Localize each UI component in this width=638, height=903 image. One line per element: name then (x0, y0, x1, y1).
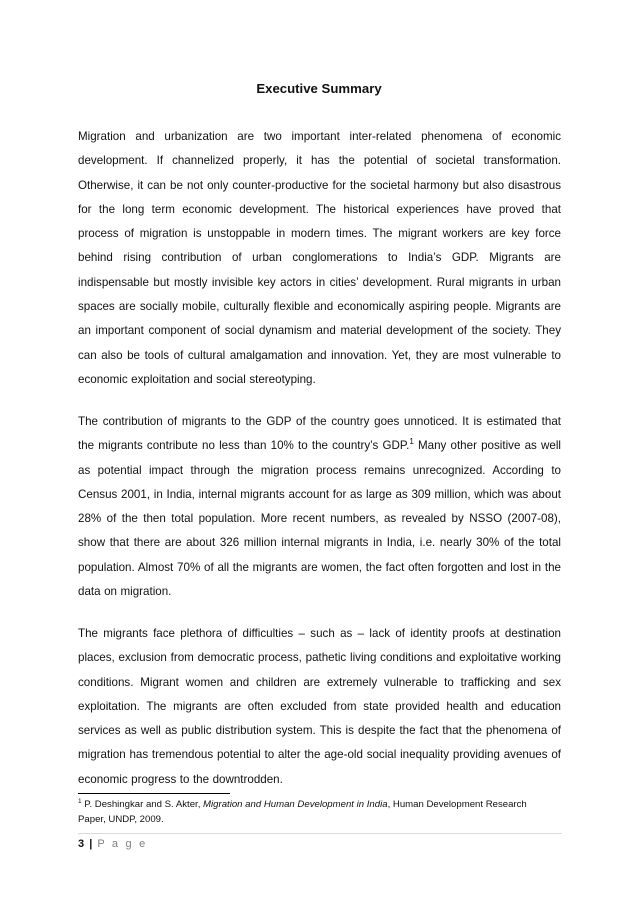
footnote (78, 798, 548, 827)
paragraph-text: Many other positive as well as potential impact through the migration process remains unrecognized. According to Census 2001, in India, internal migrants account for as large as 309 million, which was about 28% of the then total population. More recent numbers, as revealed by NSSO (2007-08), show that there are about 326 million internal migrants in India, i.e. nearly 30% of the total population. Almost 70% of all the migrants are women, the fact often forgotten and lost in the data on migration. (78, 439, 561, 599)
page-title: Executive Summary (256, 81, 382, 96)
paragraph-text: The contribution of migrants to the GDP of the country goes unnoticed. It is estimated that the migrants contribute no less than 10% to the country’s GDP. (78, 415, 561, 453)
footnote-divider (78, 793, 230, 794)
paragraph-gdp-contribution (78, 410, 561, 604)
footnote-reference[interactable]: 1 (409, 437, 414, 447)
footnote-authors: P. Deshingkar and S. Akter, (81, 799, 204, 810)
footnote-details: , Human Development Research Paper, UNDP, 2009. (78, 799, 527, 825)
page-footer (78, 837, 147, 851)
footer-separator: | (89, 838, 93, 850)
footer-divider (78, 833, 562, 834)
page-label: P a g e (97, 838, 148, 850)
footnote-work-title: Migration and Human Development in India (203, 799, 388, 810)
paragraph-introduction: Migration and urbanization are two important inter-related phenomena of economic development. If channelized properly, it has the potential of societal transformation. Otherwise, it can be not only counter-productive for the societal harmony but also disastrous for the long term economic development. The historical experiences have proved that process of migration is unstoppable in modern times. The migrant workers are key force behind rising contribution of urban conglomerations to India’s GDP. Migrants are indispensable but mostly invisible key actors in cities’ development. Rural migrants in urban spaces are socially mobile, culturally flexible and economically aspiring people. Migrants are an important component of social dynamism and material development of the society. They can also be tools of cultural amalgamation and innovation. Yet, they are most vulnerable to economic exploitation and social stereotyping. (78, 130, 561, 386)
page-number: 3 (78, 838, 85, 850)
footnote-marker: 1 (78, 797, 82, 805)
paragraph-difficulties: The migrants face plethora of difficulties – such as – lack of identity proofs at destination places, exclusion from democratic process, pathetic living conditions and exploitative working conditions. Migrant women and children are extremely vulnerable to trafficking and sex exploitation. The migrants are often excluded from state provided health and education services as well as public distribution system. This is despite the fact that the phenomena of migration has tremendous potential to alter the age-old social inequality providing avenues of economic progress to the downtrodden. (78, 627, 561, 786)
